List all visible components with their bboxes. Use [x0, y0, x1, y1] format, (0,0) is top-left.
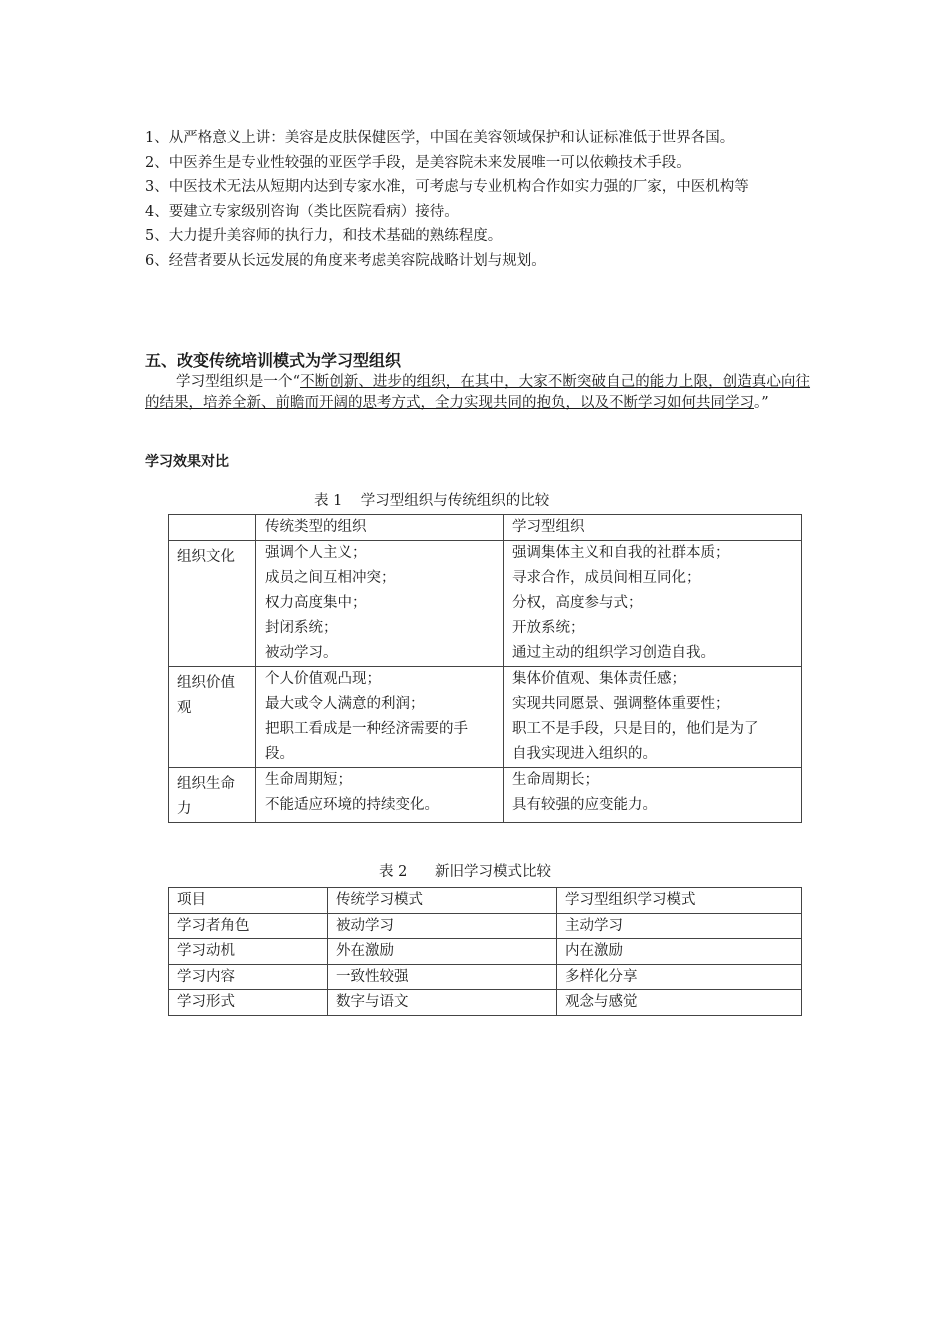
table-cell: 学习动机	[169, 939, 328, 965]
row-label: 组织文化	[169, 541, 256, 667]
table-header-cell: 学习型组织学习模式	[557, 888, 802, 914]
table-header-cell: 传统类型的组织	[256, 515, 504, 541]
table-row	[169, 768, 802, 823]
table-header-cell	[169, 515, 256, 541]
cell-line: 强调集体主义和自我的社群本质；	[512, 545, 730, 561]
cell-line: 把职工看成是一种经济需要的手段。	[265, 721, 468, 762]
table-cell: 外在激励	[328, 939, 557, 965]
table-row	[169, 667, 802, 768]
table-header-row	[169, 888, 802, 914]
cell-line: 封闭系统；	[265, 620, 338, 636]
cell-line: 生命周期短；	[265, 772, 352, 788]
cell-line: 不能适应环境的持续变化。	[265, 797, 439, 813]
table-cell: 学习者角色	[169, 913, 328, 939]
table-cell: 一致性较强	[328, 964, 557, 990]
table1-caption: 表 1 学习型组织与传统组织的比较	[314, 493, 550, 509]
cell-line: 生命周期长；	[512, 772, 599, 788]
row-label: 组织价值观	[169, 667, 256, 768]
table-cell: 观念与感觉	[557, 990, 802, 1016]
cell-line: 职工不是手段，只是目的，他们是为了	[512, 721, 759, 737]
cell-line: 最大或令人满意的利润；	[265, 696, 425, 712]
list-item: 5、大力提升美容师的执行力，和技术基础的熟练程度。	[145, 228, 503, 244]
cell-line: 分权，高度参与式；	[512, 595, 643, 611]
table-header-cell: 学习型组织	[504, 515, 802, 541]
table-cell: 学习形式	[169, 990, 328, 1016]
list-item: 4、要建立专家级别咨询（类比医院看病）接待。	[145, 203, 459, 220]
learning-cell	[504, 768, 802, 823]
cell-line: 个人价值观凸现；	[265, 671, 381, 687]
cell-line: 寻求合作，成员间相互同化；	[512, 570, 701, 586]
learning-cell	[504, 667, 802, 768]
cell-line: 集体价值观、集体责任感；	[512, 671, 686, 687]
table-row	[169, 913, 802, 939]
comparison-table	[168, 514, 802, 823]
table-header-row	[169, 515, 802, 541]
numbered-list	[145, 126, 825, 273]
cell-line: 通过主动的组织学习创造自我。	[512, 645, 715, 661]
cell-line: 强调个人主义；	[265, 545, 367, 561]
paragraph-suffix: 。”	[754, 395, 769, 411]
cell-line: 开放系统；	[512, 620, 585, 636]
row-label: 组织生命力	[169, 768, 256, 823]
section-heading: 五、改变传统培训模式为学习型组织	[145, 351, 402, 370]
table-cell: 学习内容	[169, 964, 328, 990]
table-header-cell: 传统学习模式	[328, 888, 557, 914]
cell-line: 实现共同愿景、强调整体重要性；	[512, 696, 730, 712]
traditional-cell	[256, 667, 504, 768]
paragraph-underlined-quote: 不断创新、进步的组织，在其中，大家不断突破自己的能力上限，创造真心向往的结果，培养全新、前瞻而开阔的思考方式，全力实现共同的抱负，以及不断学习如何共同学习	[145, 374, 811, 411]
table-row	[169, 990, 802, 1016]
list-item: 3、中医技术无法从短期内达到专家水准，可考虑与专业机构合作如实力强的厂家，中医机构等	[145, 179, 749, 195]
cell-line: 被动学习。	[265, 645, 338, 661]
list-item: 2、中医养生是专业性较强的亚医学手段，是美容院未来发展唯一可以依赖技术手段。	[145, 154, 691, 171]
paragraph-prefix: 学习型组织是一个“	[176, 374, 300, 390]
table2-caption: 表 2 新旧学习模式比较	[379, 864, 551, 880]
learning-mode-table	[168, 887, 802, 1016]
list-item: 6、经营者要从长远发展的角度来考虑美容院战略计划与规划。	[145, 252, 546, 269]
cell-line: 具有较强的应变能力。	[512, 797, 657, 813]
table-cell: 多样化分享	[557, 964, 802, 990]
table-row	[169, 939, 802, 965]
table-row	[169, 541, 802, 667]
traditional-cell	[256, 768, 504, 823]
cell-line: 自我实现进入组织的。	[512, 746, 657, 762]
cell-line: 成员之间互相冲突；	[265, 570, 396, 586]
table-cell: 内在激励	[557, 939, 802, 965]
learning-cell	[504, 541, 802, 667]
subheading: 学习效果对比	[145, 454, 229, 470]
list-item: 1、从严格意义上讲：美容是皮肤保健医学，中国在美容领域保护和认证标准低于世界各国。	[145, 130, 735, 146]
definition-paragraph	[145, 372, 810, 414]
traditional-cell	[256, 541, 504, 667]
table-header-cell: 项目	[169, 888, 328, 914]
table-cell: 主动学习	[557, 913, 802, 939]
table-row	[169, 964, 802, 990]
cell-line: 权力高度集中；	[265, 595, 367, 611]
table-cell: 数字与语文	[328, 990, 557, 1016]
table-cell: 被动学习	[328, 913, 557, 939]
